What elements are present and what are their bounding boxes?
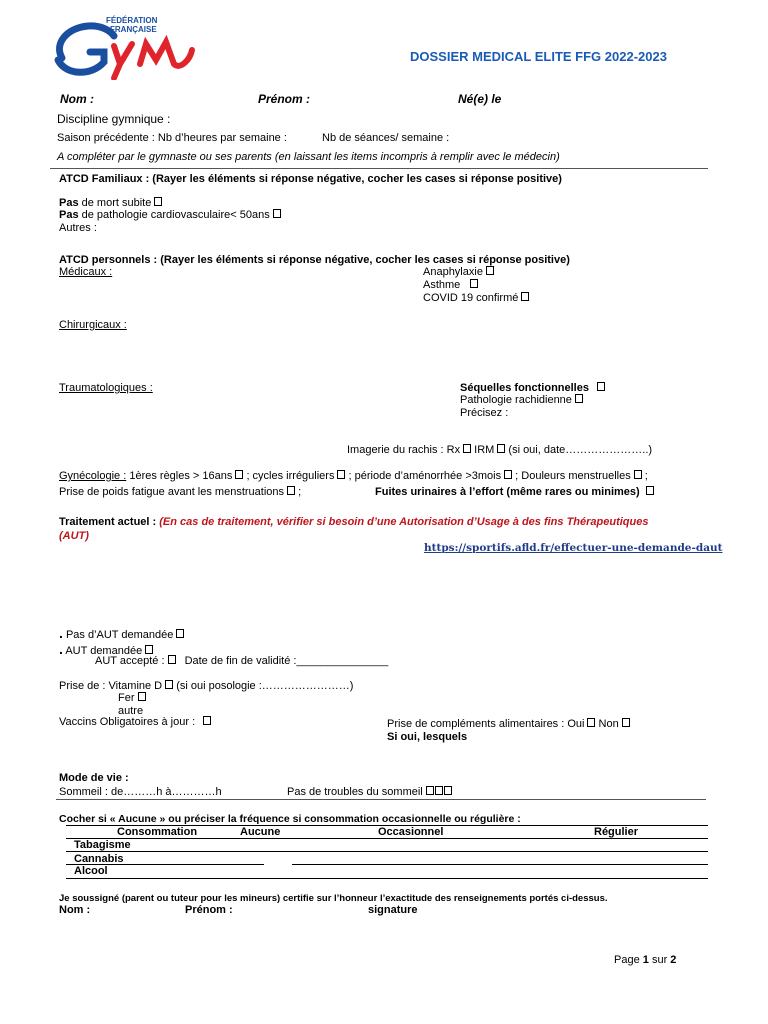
covid-item	[423, 292, 529, 304]
nom-label: Nom :	[60, 92, 94, 106]
anaphylaxie-item	[423, 266, 494, 278]
autre-label: autre	[118, 705, 144, 717]
complements-label: Prise de compléments alimentaires : Oui	[387, 718, 585, 730]
discipline-label: Discipline gymnique :	[57, 112, 171, 126]
checkbox[interactable]	[504, 470, 512, 479]
col-consommation: Consommation	[117, 826, 198, 838]
checkbox[interactable]	[470, 279, 478, 288]
checkbox[interactable]	[597, 382, 605, 391]
sig-prenom-label: Prénom :	[185, 904, 233, 916]
page-number	[614, 954, 676, 966]
logo-line2: FRANÇAISE	[110, 25, 157, 34]
sommeil-label: Sommeil : de………h à…………h	[59, 786, 222, 798]
imagerie-irm-label: IRM	[474, 444, 495, 456]
checkbox[interactable]	[444, 786, 452, 795]
row-tabagisme: Tabagisme	[74, 839, 131, 851]
table-header-line	[66, 838, 708, 839]
gyneco-douleurs: ; Douleurs menstruelles	[515, 470, 631, 482]
sig-nom-label: Nom :	[59, 904, 91, 916]
vitamine-item	[59, 680, 353, 692]
vaccins-label: Vaccins Obligatoires à jour :	[59, 716, 196, 728]
complements-non: Non	[598, 718, 619, 730]
traitement-label: Traitement actuel :	[59, 516, 157, 528]
gyneco-sep2: ;	[298, 486, 302, 498]
checkbox[interactable]	[646, 486, 654, 495]
row-cannabis: Cannabis	[74, 853, 124, 865]
checkbox[interactable]	[287, 486, 295, 495]
fer-label: Fer	[118, 692, 135, 704]
precisez-label: Précisez :	[460, 407, 509, 419]
bullet: .	[59, 641, 63, 657]
asthme-item	[423, 279, 478, 291]
page-total: 2	[670, 954, 677, 966]
pas-label: Pas	[59, 209, 79, 221]
logo-line1: FÉDÉRATION	[106, 16, 158, 25]
checkbox[interactable]	[203, 716, 211, 725]
divider	[50, 168, 708, 169]
table-row-line	[66, 851, 708, 852]
traitement-aut: (AUT)	[59, 530, 89, 542]
prenom-label: Prénom :	[258, 92, 311, 106]
gyneco-amenorrhee: ; période d’aménorrhée >3mois	[348, 470, 502, 482]
page-sur: sur	[651, 954, 668, 966]
sig-signature-label: signature	[368, 904, 418, 916]
aut-accepte-item	[95, 655, 388, 667]
pas-aut-item	[59, 625, 184, 641]
familial-mort-subite	[59, 197, 162, 209]
autres-label: Autres :	[59, 222, 97, 234]
checkbox[interactable]	[168, 655, 176, 664]
covid-label: COVID 19 confirmé	[423, 292, 519, 304]
saison-heures-label: Saison précédente : Nb d’heures par semaine :	[57, 132, 287, 144]
checkbox[interactable]	[497, 444, 505, 453]
row-alcool: Alcool	[74, 865, 108, 877]
atcd-perso-title: ATCD personnels : (Rayer les éléments si réponse négative, cocher les cases si réponse positive)	[59, 254, 570, 266]
checkbox[interactable]	[337, 470, 345, 479]
imagerie-rx-label: Imagerie du rachis : Rx	[347, 444, 461, 456]
fuites-item	[375, 486, 654, 498]
divider	[56, 799, 706, 800]
checkbox[interactable]	[486, 266, 494, 275]
saison-seances-label: Nb de séances/ semaine :	[322, 132, 450, 144]
pas-label: Pas	[59, 197, 79, 209]
fin-validite-blank[interactable]: _______________	[296, 655, 389, 667]
fer-item	[118, 692, 146, 704]
fuites-label: Fuites urinaires à l’effort (même rares ou minimes)	[375, 486, 640, 498]
certify-text: Je soussigné (parent ou tuteur pour les mineurs) certifie sur l’honneur l’exactitude des renseignements portés ci-dessus.	[59, 893, 608, 904]
mort-subite-text: de mort subite	[81, 197, 152, 209]
checkbox[interactable]	[622, 718, 630, 727]
page-current: 1	[642, 954, 649, 966]
checkbox[interactable]	[634, 470, 642, 479]
troubles-item	[287, 786, 452, 798]
checkbox[interactable]	[273, 209, 281, 218]
gyneco-line1	[59, 470, 648, 482]
col-aucune: Aucune	[240, 826, 281, 838]
afld-link[interactable]: https://sportifs.afld.fr/effectuer-une-demande-daut	[424, 542, 723, 554]
vitamine-label: Prise de : Vitamine D	[59, 680, 163, 692]
fin-validite-label: Date de fin de validité :	[184, 655, 297, 667]
instruction-text: A compléter par le gymnaste ou ses parents (en laissant les items incompris à remplir avec le médecin)	[57, 151, 560, 163]
traitement-note: (En cas de traitement, vérifier si besoin d’une Autorisation d’Usage à des fins Thérapeutiques	[159, 516, 649, 528]
checkbox[interactable]	[521, 292, 529, 301]
ffg-logo	[44, 14, 204, 80]
atcd-familiaux-title: ATCD Familiaux : (Rayer les éléments si réponse négative, cocher les cases si réponse positive)	[59, 173, 562, 185]
sequelles-label: Séquelles fonctionnelles	[460, 382, 589, 394]
checkbox[interactable]	[145, 645, 153, 654]
aut-accepte-label: AUT accepté :	[95, 655, 165, 667]
anaphylaxie-label: Anaphylaxie	[423, 266, 483, 278]
troubles-label: Pas de troubles du sommeil	[287, 786, 423, 798]
lesquels-label: Si oui, lesquels	[387, 731, 468, 743]
imagerie-date-label: (si oui, date…………………..)	[508, 444, 653, 456]
traitement-line	[59, 516, 648, 528]
table-row-line	[292, 864, 708, 865]
consommation-intro: Cocher si « Aucune » ou préciser la fréquence si consommation occasionnelle ou régulière :	[59, 813, 521, 825]
posologie-label: (si oui posologie :……………………)	[176, 680, 354, 692]
table-bottom-line	[66, 878, 708, 879]
traumato-label: Traumatologiques :	[59, 382, 153, 394]
checkbox[interactable]	[165, 680, 173, 689]
checkbox[interactable]	[138, 692, 146, 701]
page-title: DOSSIER MEDICAL ELITE FFG 2022-2023	[410, 49, 667, 64]
complements-item	[387, 718, 630, 730]
gyneco-prise-poids: Prise de poids fatigue avant les menstruations	[59, 486, 285, 498]
imagerie-line	[347, 444, 652, 456]
gyneco-cycles: ; cycles irréguliers	[246, 470, 335, 482]
aut-demandee-label: AUT demandée	[65, 645, 143, 657]
medicaux-label: Médicaux :	[59, 266, 113, 278]
checkbox[interactable]	[435, 786, 443, 795]
vaccins-item	[59, 716, 211, 728]
col-regulier: Régulier	[594, 826, 639, 838]
checkbox[interactable]	[587, 718, 595, 727]
gyneco-line2	[59, 486, 301, 498]
checkbox[interactable]	[575, 394, 583, 403]
checkbox[interactable]	[176, 629, 184, 638]
checkbox[interactable]	[426, 786, 434, 795]
rachidienne-item	[460, 394, 583, 406]
gyneco-label: Gynécologie :	[59, 470, 127, 482]
col-occasionnel: Occasionnel	[378, 826, 444, 838]
gyneco-sep: ;	[644, 470, 648, 482]
asthme-label: Asthme	[423, 279, 461, 291]
mode-vie-title: Mode de vie :	[59, 772, 129, 784]
cardio-text: de pathologie cardiovasculaire< 50ans	[81, 209, 270, 221]
sequelles-item	[460, 382, 605, 394]
rachidienne-label: Pathologie rachidienne	[460, 394, 572, 406]
page-word: Page	[614, 954, 640, 966]
chirurgicaux-label: Chirurgicaux :	[59, 319, 127, 331]
checkbox[interactable]	[154, 197, 162, 206]
checkbox[interactable]	[235, 470, 243, 479]
pas-aut-label: Pas d’AUT demandée	[65, 629, 174, 641]
bullet: .	[59, 625, 63, 641]
gyneco-regles: 1ères règles > 16ans	[129, 470, 233, 482]
familial-cardio	[59, 209, 281, 221]
ne-le-label: Né(e) le	[458, 92, 502, 106]
checkbox[interactable]	[463, 444, 471, 453]
